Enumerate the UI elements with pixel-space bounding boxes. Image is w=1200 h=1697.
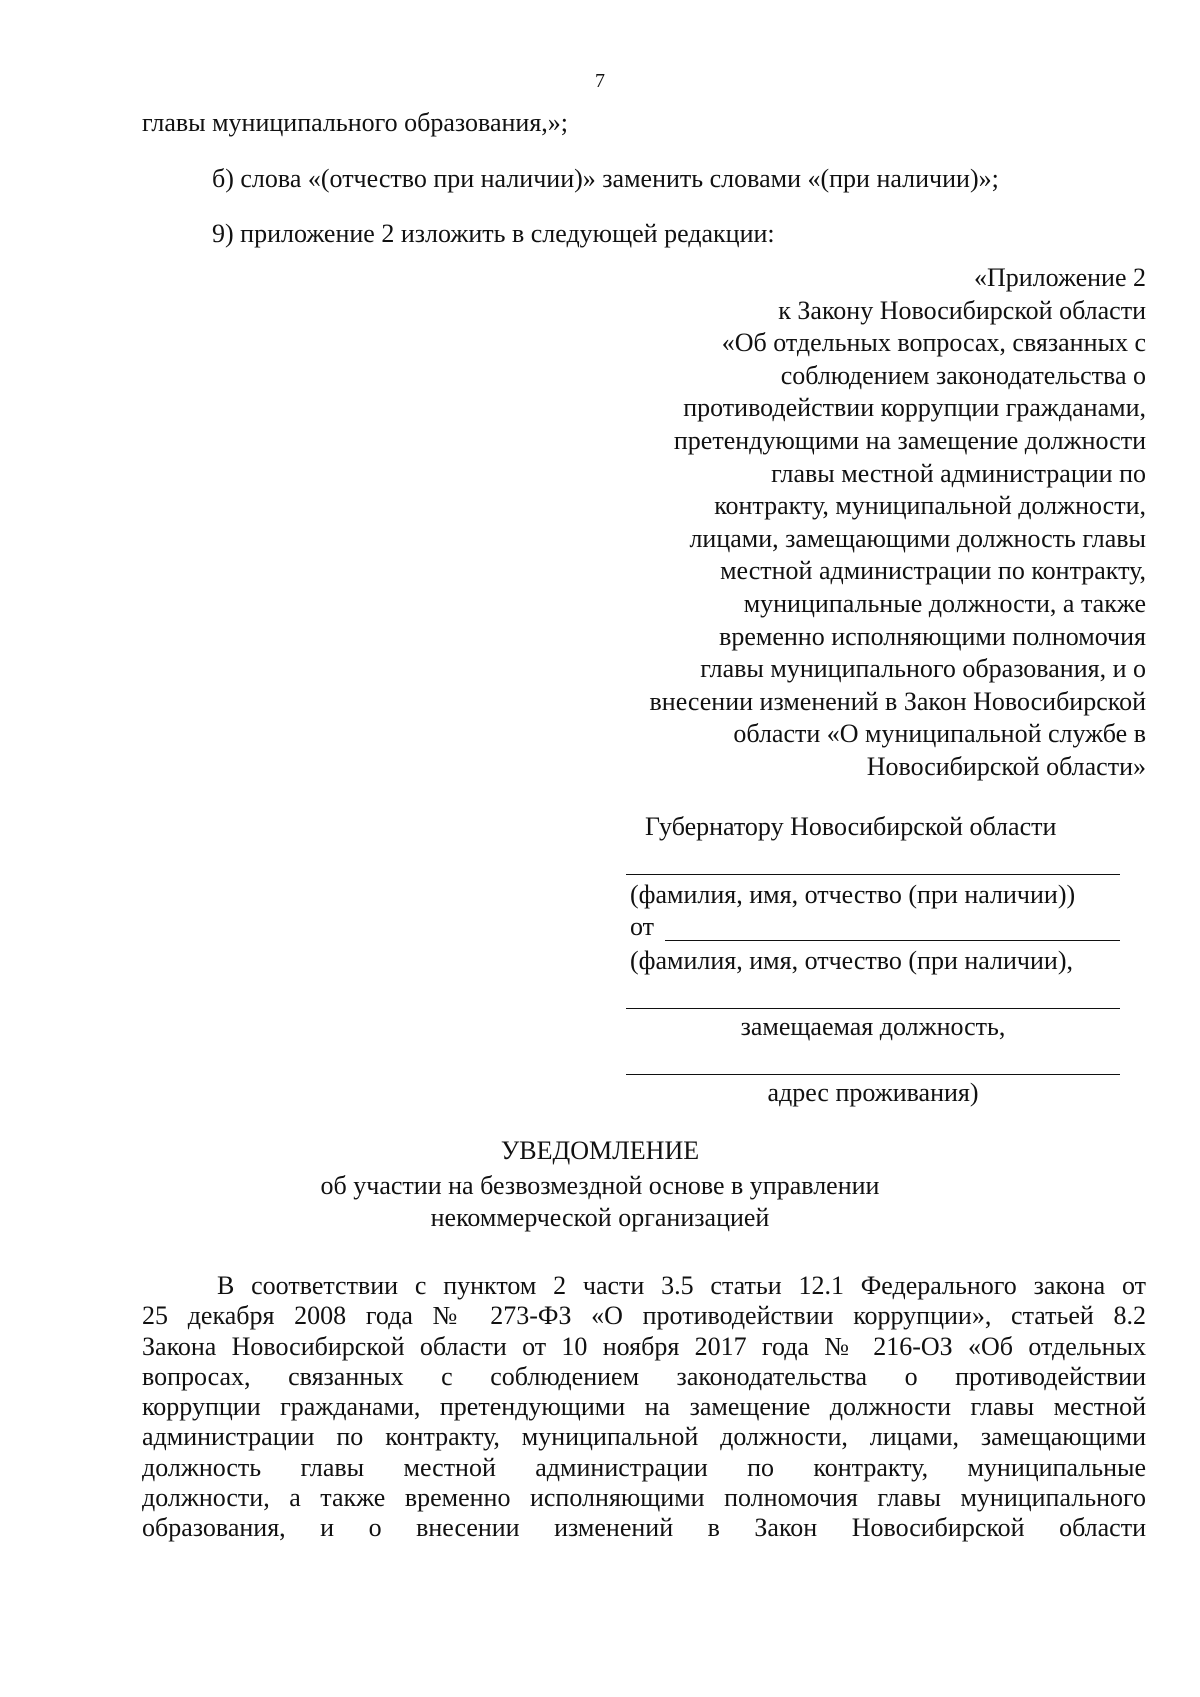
appendix-header-line: к Закону Новосибирской области	[778, 295, 1146, 325]
body-line: администрации по контракту, муниципальной должности, лицами, замещающими	[142, 1422, 1146, 1452]
addressee-to: Губернатору Новосибирской области	[645, 812, 1057, 841]
page-number: 7	[595, 70, 605, 92]
hint-name-from: (фамилия, имя, отчество (при наличии),	[630, 946, 1073, 975]
hint-position: замещаемая должность,	[740, 1012, 1006, 1041]
body-line: Закона Новосибирской области от 10 ноября 2017 года № 216-ОЗ «Об отдельных	[142, 1331, 1146, 1361]
appendix-header-line: «Приложение 2	[973, 263, 1146, 292]
notice-title: УВЕДОМЛЕНИЕ	[500, 1136, 700, 1165]
appendix-header-line: муниципальные должности, а также	[743, 588, 1146, 618]
body-line: 25 декабря 2008 года № 273-ФЗ «О противодействии коррупции», статьей 8.2	[142, 1301, 1146, 1331]
appendix-header-line: внесении изменений в Закон Новосибирской	[649, 686, 1146, 716]
intro-line-2: б) слова «(отчество при наличии)» заменить словами «(при наличии)»;	[212, 164, 999, 193]
appendix-header-line: главы местной администрации по	[771, 458, 1146, 488]
appendix-header-line: «Об отдельных вопросах, связанных с	[721, 328, 1146, 358]
appendix-header-line: претендующими на замещение должности	[673, 425, 1146, 455]
appendix-header-line: соблюдением законодательства о	[780, 360, 1146, 390]
appendix-header-line: области «О муниципальной службе в	[733, 719, 1146, 749]
appendix-header-line: лицами, замещающими должность главы	[689, 523, 1146, 553]
body-paragraph	[142, 1271, 1146, 1544]
notice-subtitle-line-2: некоммерческой организацией	[430, 1203, 770, 1232]
appendix-header-line: временно исполняющими полномочия	[719, 621, 1146, 651]
from-label: от	[630, 912, 655, 941]
intro-line-1: главы муниципального образования,»;	[142, 108, 569, 137]
intro-line-3: 9) приложение 2 изложить в следующей редакции:	[212, 219, 775, 248]
body-line: В соответствии с пунктом 2 части 3.5 статьи 12.1 Федерального закона от	[217, 1271, 1146, 1300]
body-line: коррупции гражданами, претендующими на замещение должности главы местной	[142, 1392, 1146, 1422]
body-line: вопросах, связанных с соблюдением законодательства о противодействии	[142, 1361, 1146, 1391]
hint-address: адрес проживания)	[767, 1078, 979, 1107]
appendix-header	[650, 262, 1146, 784]
hint-name-to: (фамилия, имя, отчество (при наличии))	[630, 880, 1076, 909]
body-line: должность главы местной администрации по контракту, муниципальные	[142, 1452, 1146, 1482]
signature-line-address	[626, 1074, 1120, 1075]
appendix-header-line: местной администрации по контракту,	[720, 556, 1146, 586]
signature-line-to	[626, 874, 1120, 875]
appendix-header-line: противодействии коррупции гражданами,	[683, 393, 1146, 423]
body-line: образования, и о внесении изменений в Закон Новосибирской области	[142, 1513, 1146, 1543]
signature-line-from	[665, 940, 1120, 941]
notice-subtitle-line-1: об участии на безвозмездной основе в управлении	[320, 1171, 880, 1200]
appendix-header-line: контракту, муниципальной должности,	[714, 491, 1146, 521]
body-line: должности, а также временно исполняющими полномочия главы муниципального	[142, 1483, 1146, 1513]
signature-line-position	[626, 1008, 1120, 1009]
appendix-header-line: главы муниципального образования, и о	[700, 654, 1146, 684]
appendix-header-line: Новосибирской области»	[866, 751, 1146, 781]
